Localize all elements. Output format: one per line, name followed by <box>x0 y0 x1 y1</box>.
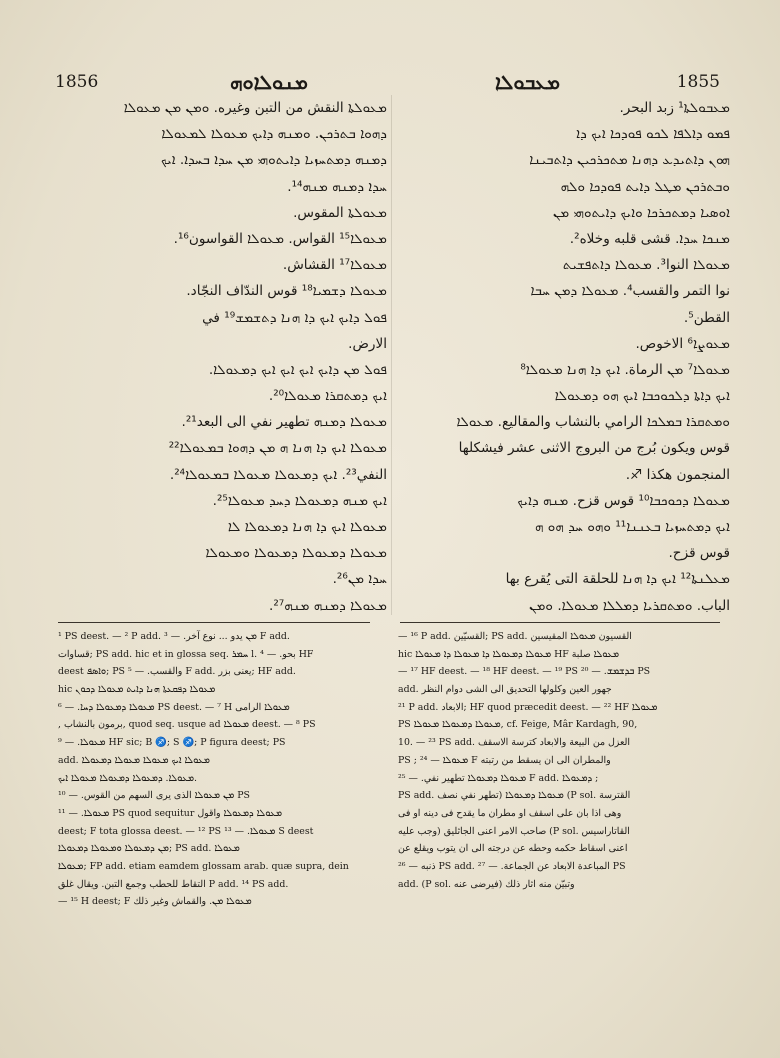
footnote-line: ܡܥܘܠܐ. ܕܡܥܘܠܐ ܕܡܥܘܠܐ ܡܥܘܠܐ ܐܝܟ. <box>58 772 197 784</box>
text-line: ܡܥܘܠܐ ܕܡܢܗ ܡܢܗ²⁷. <box>268 597 387 614</box>
left-footnotes <box>58 628 374 1018</box>
right-footnote-rule <box>400 622 720 623</box>
text-line: المنجمون هكذا ♐. <box>625 466 730 483</box>
text-line: ܡܥܘܨܐ⁶ الاخوص. <box>635 335 730 352</box>
text-line: ܚܕܐ ܕܡܢܗ ܡܢܗ¹⁴. <box>287 178 387 195</box>
footnote-line: قساوات; PS add. hic et in glossa seq. ܚܡܪ l. بحو. — ⁴ HF <box>58 648 314 660</box>
text-line: ܚܕܐ ܡܢ²⁶. <box>332 571 387 588</box>
footnote-line: deest ܘܐܣܦ; PS والقسب. — ⁵ F add. يعنى بزر; HF add. <box>58 666 296 678</box>
footnote-line: ذنبه — ²⁶ PS add. المباعدة الابعاد عن الجماعة. — ²⁷ PS <box>398 860 626 872</box>
text-line: ܕܗܘܐ ܒܬܪܟܢ. ܘܡܢܗ ܕܐܝܟ ܡܥܘܠܐ ܠܡܥܘܠܐ <box>161 126 387 143</box>
text-line: ܡܥܘܠܐ ܐܝܟ ܕܐ ܗܢܐ ܕܡܥܘܠܐ ܠܐ <box>227 519 387 535</box>
footnote-line: ¹ PS deest. — ² P add. ܡܢ يدو ... نوع آخر. — ³ F add. <box>58 631 290 642</box>
left-running-title: ܡܢܘܠܐܘܗ <box>230 70 308 94</box>
text-line: ܦܡܘ ܕܐܠܦܐ ܠܟܘ ܦܘܕܟܐ ܐܝܟ ܕܐ <box>576 126 730 143</box>
footnote-line: اعنى اسقاط حكمه وحطه عن درجته الى ان يتوب ويقلع عن <box>398 843 628 855</box>
text-line: ܡܥܘܠܐ ܕܟܘܟܒܐ¹⁰ قوس قزح. ܡܢܗ ܕܐܝܟ <box>517 492 730 509</box>
text-line: ܡܥܘܠܐ⁷ ܡܢ الرماة. ܐܝܟ ܕܐ ܗܢܐ ܡܥܘܠܐ⁸ <box>520 361 730 378</box>
text-line: ܡܥܘܠܐ ܕܫܡܝܐ¹⁸ قوس الندّاف النجّاد. <box>186 283 387 300</box>
text-line: ܐܘܣܝܐ ܕܡܬܟܪܟܐ ܘܐܝܟ ܕܐܝܬܘܗܝ ܡܢ <box>553 204 730 221</box>
text-line: ܐܝܟ ܕܡܬܩܪܐ ܡܥܘܠܐ²⁰. <box>268 388 387 405</box>
footnote-line: ܡܥܘܠܐ ܕܡܥܘܠܐ تطهير نفي. — ²⁵ F add. ܕܡܥܘܠܐ ; <box>398 772 599 784</box>
footnote-line: add. جهور العين وكلولها التحديق الى الشى دوام النظر <box>398 684 612 696</box>
footnote-line: deest; F tota glossa deest. — ¹² PS ܡܥܘܠܐ. — ¹³ S deest <box>58 825 314 837</box>
text-line: قوس ويكون بُرج من البروج الاثنى عشر فيشكلها <box>458 440 730 457</box>
text-line: ܡܥܒܘܠܬܐ¹ زبد البحر. <box>619 100 730 116</box>
footnote-line: hic ܡܥܘܠܐ ܕܦܩܥܬܐ ܗܢܐ ܕܐܝܬ ܡܥܘܠܐ ܕܟܘܢ <box>58 684 216 696</box>
text-line: ܦܘܠ ܕܐܝܟ ܐܝܟ ܕܐ ܗܢܐ ܕܬܫܡܫ¹⁹ في <box>202 309 387 326</box>
text-line: ܐܝܟ ܡܢܗ ܕܡܥܘܠܐ ܕܚܕ ܡܥܘܠܐ²⁵. <box>212 492 387 509</box>
text-line: الارض. <box>348 335 387 352</box>
footnote-line: add. (P sol. وتبيّن منه اثار ذلك (فيرضى عنه <box>398 878 575 890</box>
text-line: ܦܘܠ ܡܢ ܕܐܝܟ ܐܝܟ ܐܝܟ ܐܝܟ ܕܡܥܘܠܐ. <box>208 361 387 378</box>
footnote-line: 10. — ²³ PS add. العزل من البيعة والابعاد كترسة الاسقف <box>398 737 630 749</box>
right-footnotes <box>398 628 720 1018</box>
text-line: النفي²³. ܐܝܟ ܕܡܥܘܠܐ ܡܥܘܠܐ ܒܡܥܘܠܐ²⁴. <box>169 466 387 483</box>
footnote-line: صاحب الامر اعنى الجاثليق (وجب عليه (P sol. القاتاراسيس <box>398 825 630 837</box>
column-divider <box>391 95 392 615</box>
text-line: ܘܡܬܩܪܐ ܒܡܠܟܐ الرامي بالنشاب والمقاليع. ܡܥܘܠܐ <box>456 414 730 431</box>
right-text-column <box>398 95 730 615</box>
footnote-line: ܡܢ ܡܥܘܠܐ الذى يرى السهم من القوس. — ¹⁰ PS <box>58 790 250 802</box>
text-line: ܗܘܢ ܕܐܬܝܕܥ ܕܗܢܐ ܡܬܟܪܟܝܢ ܕܐܬܒܝܢܐ <box>529 152 730 169</box>
text-line: ܡܥܘܠܐ ܕܡܥܘܠܐ ܕܡܥܘܠܐ ܘܡܥܘܠܐ <box>205 545 387 562</box>
left-page-number: 1856 <box>55 72 99 92</box>
footnote-line: , برمون بالنشاب, quod seq. usque ad ܡܥܘܠܐ deest. — ⁸ PS <box>58 719 316 731</box>
text-line: قوس قزح. <box>668 545 730 562</box>
text-line: نوا التمر والقسب⁴. ܡܥܘܠܐ ܕܡܢ ܚܒܐ <box>530 283 730 300</box>
footnote-line: ܡܥܘܠܐ. — ¹¹ PS quod sequitur ܡܥܘܠܐ ܕܡܥܘܠܐ واقول <box>58 807 283 819</box>
text-line: ܡܢܟܐ ܚܕܐ. قشى قلبه وخلاه². <box>569 230 730 247</box>
footnote-line: hic ܡܥܘܠܐ ܕܡܥܘܠܐ ܕܐ ܡܥܘܠܐ ܕܐ ܡܥܘܠܐ HF ܡܥܘܠܐ صلبة <box>398 648 620 660</box>
footnote-line: وهى اذا بان على اسقف او مطران ما يقدح فى دينه او فى <box>398 807 622 819</box>
footnote-line: add. ܡܥܘܠܐ ܐܝܟ ܡܥܘܠܐ ܡܥܘܠܐ ܕܡܥܘܠܐ <box>58 754 210 766</box>
text-line: ܐܝܟ ܕܐܬܐ ܕܠܟܘܟܒܐ ܐܝܟ ܗܘ ܕܡܥܘܠܐ <box>554 388 730 405</box>
footnote-line: ²¹ P add. الابعاد; HF quod præcedit deest. — ²² HF ܡܥܘܠܐ <box>398 701 658 713</box>
text-line: ܡܥܘܠܐ ܕܡܢܗ تطهير نفي الى البعد²¹. <box>181 414 387 431</box>
footnote-line: التقاط للحطب وجمع التبن. ويقال غلق P add. ¹⁴ PS add. <box>58 878 289 890</box>
footnote-line: PS ܡܥܘܠܐ ܕܡܥܘܠܐ ܡܥܘܠܐ, cf. Feige, Mâr Kardagh, 90, <box>398 719 638 731</box>
left-footnote-rule <box>58 622 370 623</box>
text-line: ܡܥܘܠܐ¹⁵ القواس. ܡܥܘܠܐ القواسون¹⁶. <box>173 230 387 247</box>
text-line: ܡܥܘܠܬܐ المقوس. <box>293 204 387 221</box>
footnote-line: — ¹⁶ P add. القسيّين; PS add. القسيون ܡܥܘܠܐ المقيسين <box>398 631 632 642</box>
footnote-line: ܡܢ ܕܡܥܘܠܐ ܘܡܥܘܠܐ ܕܡܥܘܠܐ; PS add. ܡܥܘܠܐ <box>58 843 240 855</box>
footnote-line: — ¹⁷ HF deest. — ¹⁸ HF deest. — ¹⁹ PS ܒܕܫܡܫ. — ²⁰ PS <box>398 666 651 678</box>
footnote-line: PS ; ܡܥܘܠܐ — ²⁴ F والمطران الى ان يسقط من رتبته <box>398 754 611 766</box>
footnote-line: ܡܥܘܠܐ ܕܡܥܘܠܐ ܕܚܐ. — ⁶ PS deest. — ⁷ H ܡܥܘܠܐ الرامى <box>58 701 290 713</box>
text-line: ܕܡܢܗ ܕܡܬܚܙܝܐ ܕܐܝܬܘܗܝ ܡܢ ܚܕܐ ܒܚܕܐ. ܐܝܟ <box>161 152 387 169</box>
footnote-line: ܡܥܘܠܐ; FP add. etiam eamdem glossam arab. quæ supra, dein <box>58 860 349 872</box>
text-line: الباب. ܘܡܬܩܪܝܐ ܕܡܠܠܐ ܡܥܘܠܐ. ܘܡܢ <box>529 597 730 614</box>
text-line: ܘܒܬܪܟܢ ܡܛܠ ܕܐܝܬ ܦܘܕܟܐ ܘܠܗ <box>560 178 730 195</box>
text-line: ܡܥܘܠܐ¹⁷ القشاش. <box>282 257 387 274</box>
text-line: ܡܥܘܠܐ النوا³. ܡܥܘܠܐ ܕܐܬܦܫܝܬ <box>562 257 730 274</box>
footnote-line: ܡܥܘܠܐ. — ⁹ HF sic; B ♐; S ♐; P figura deest; PS <box>58 737 286 749</box>
left-text-column <box>55 95 387 615</box>
text-line: ܐܝܟ ܕܡܬܚܙܝܐ ܒܥܢܢܐ¹¹ ܘܗܘ ܚܕ ܗܘ ܗ <box>534 519 730 535</box>
footnote-line: PS add. ܡܥܘܠܐ ܕܡܥܘܠܐ (تطهر نفي نصف (P sol. القترسة <box>398 790 631 802</box>
right-running-title: ܡܥܒܘܠܐ <box>495 70 561 94</box>
text-line: ܡܥܠܢܬܐ¹² ܐܝܟ ܕܐ ܗܢܐ للحلقة التى يُقرع بها <box>505 571 730 588</box>
footnote-line: — ¹⁵ H deest; F ܡܥܘܠܐ ܡܢ. والقماش وغير ذلك <box>58 896 252 908</box>
text-line: القطن⁵. <box>683 309 730 326</box>
text-line: ܡܥܘܠܐ ܐܝܟ ܕܐ ܗܢܐ ܗ ܡܢ ܕܗܘܐ ܒܡܥܘܠܐ²² <box>168 440 387 457</box>
text-line: ܡܥܘܠܬܐ النقش من التبن وغيره. ܘܡܢ ܡܢ ܡܥܘܠܐ <box>123 100 387 116</box>
right-page-number: 1855 <box>676 72 720 92</box>
